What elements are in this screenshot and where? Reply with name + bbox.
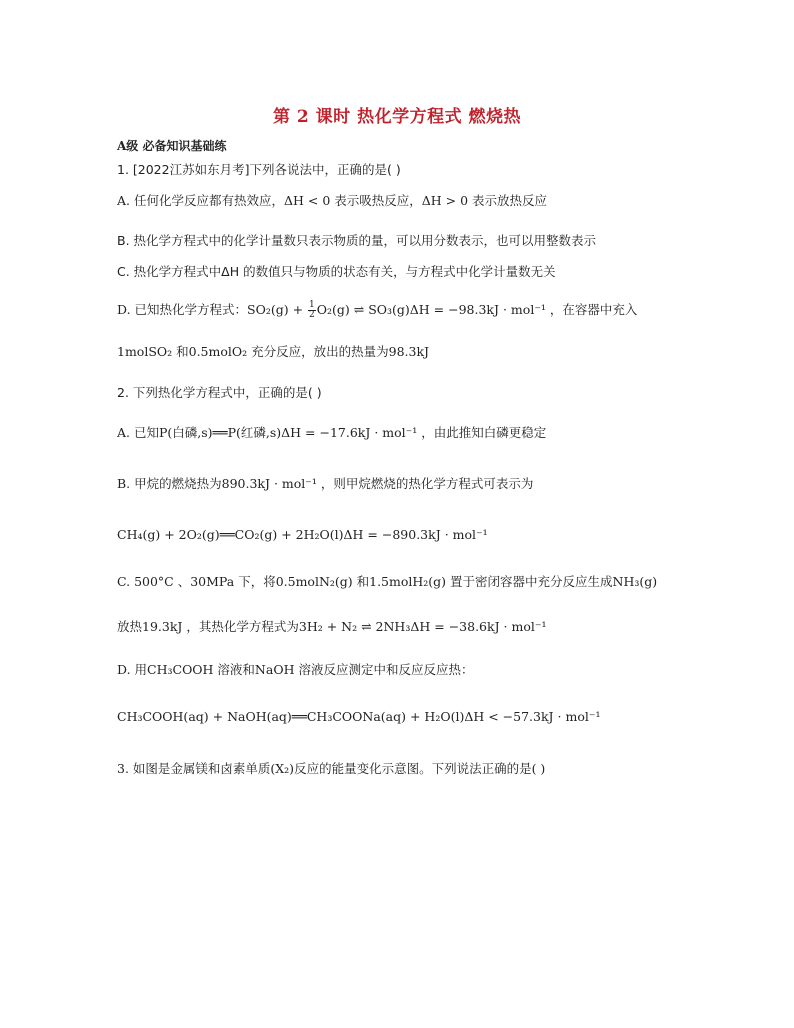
section-heading: A级 必备知识基础练 (117, 139, 227, 153)
question-2-option-c-continued: 放热19.3kJ ，其热化学方程式为3H₂ + N₂ ⇌ 2NH₃ΔH = −38.6kJ · mol⁻¹ (117, 619, 547, 634)
page-title: 第 2 课时 热化学方程式 燃烧热 (272, 107, 521, 127)
question-2-option-d: D. 用CH₃COOH 溶液和NaOH 溶液反应测定中和反应反应热： (117, 662, 474, 677)
question-2-option-b: B. 甲烷的燃烧热为890.3kJ · mol⁻¹ ，则甲烷燃烧的热化学方程式可表示为 (117, 476, 534, 491)
question-1-stem: 1. [2022江苏如东月考]下列各说法中，正确的是( ) (117, 162, 401, 177)
option-d-part-2: O₂(g) ⇌ SO₃(g)ΔH = −98.3kJ · mol⁻¹ ，在容器中充入 (316, 302, 638, 317)
question-1-option-a: A. 任何化学反应都有热效应，ΔH < 0 表示吸热反应，ΔH > 0 表示放热反应 (117, 193, 548, 208)
question-1-option-b: B. 热化学方程式中的化学计量数只表示物质的量，可以用分数表示，也可以用整数表示 (117, 233, 597, 248)
fraction-one-half (308, 301, 316, 320)
question-2-option-a: A. 已知P(白磷,s)══P(红磷,s)ΔH = −17.6kJ · mol⁻¹ ，由此推知白磷更稳定 (117, 425, 547, 440)
fraction-numerator: 1 (309, 300, 315, 310)
question-1-option-d-continued: 1molSO₂ 和0.5molO₂ 充分反应，放出的热量为98.3kJ (117, 344, 430, 359)
option-d-part-1: D. 已知热化学方程式：SO₂(g) + (117, 302, 308, 317)
question-1-option-c: C. 热化学方程式中ΔH 的数值只与物质的状态有关，与方程式中化学计量数无关 (117, 264, 556, 279)
question-2-option-c: C. 500°C 、30MPa 下，将0.5molN₂(g) 和1.5molH₂(g) 置于密闭容器中充分反应生成NH₃(g) (117, 574, 658, 589)
fraction-denominator: 2 (309, 310, 315, 320)
question-2-stem: 2. 下列热化学方程式中，正确的是( ) (117, 385, 322, 400)
question-3-stem: 3. 如图是金属镁和卤素单质(X₂)反应的能量变化示意图。下列说法正确的是( ) (117, 761, 546, 776)
question-1-option-d (117, 301, 637, 320)
question-2-option-b-equation: CH₄(g) + 2O₂(g)══CO₂(g) + 2H₂O(l)ΔH = −890.3kJ · mol⁻¹ (117, 527, 488, 542)
question-2-option-d-equation: CH₃COOH(aq) + NaOH(aq)══CH₃COONa(aq) + H₂O(l)ΔH < −57.3kJ · mol⁻¹ (117, 709, 601, 724)
